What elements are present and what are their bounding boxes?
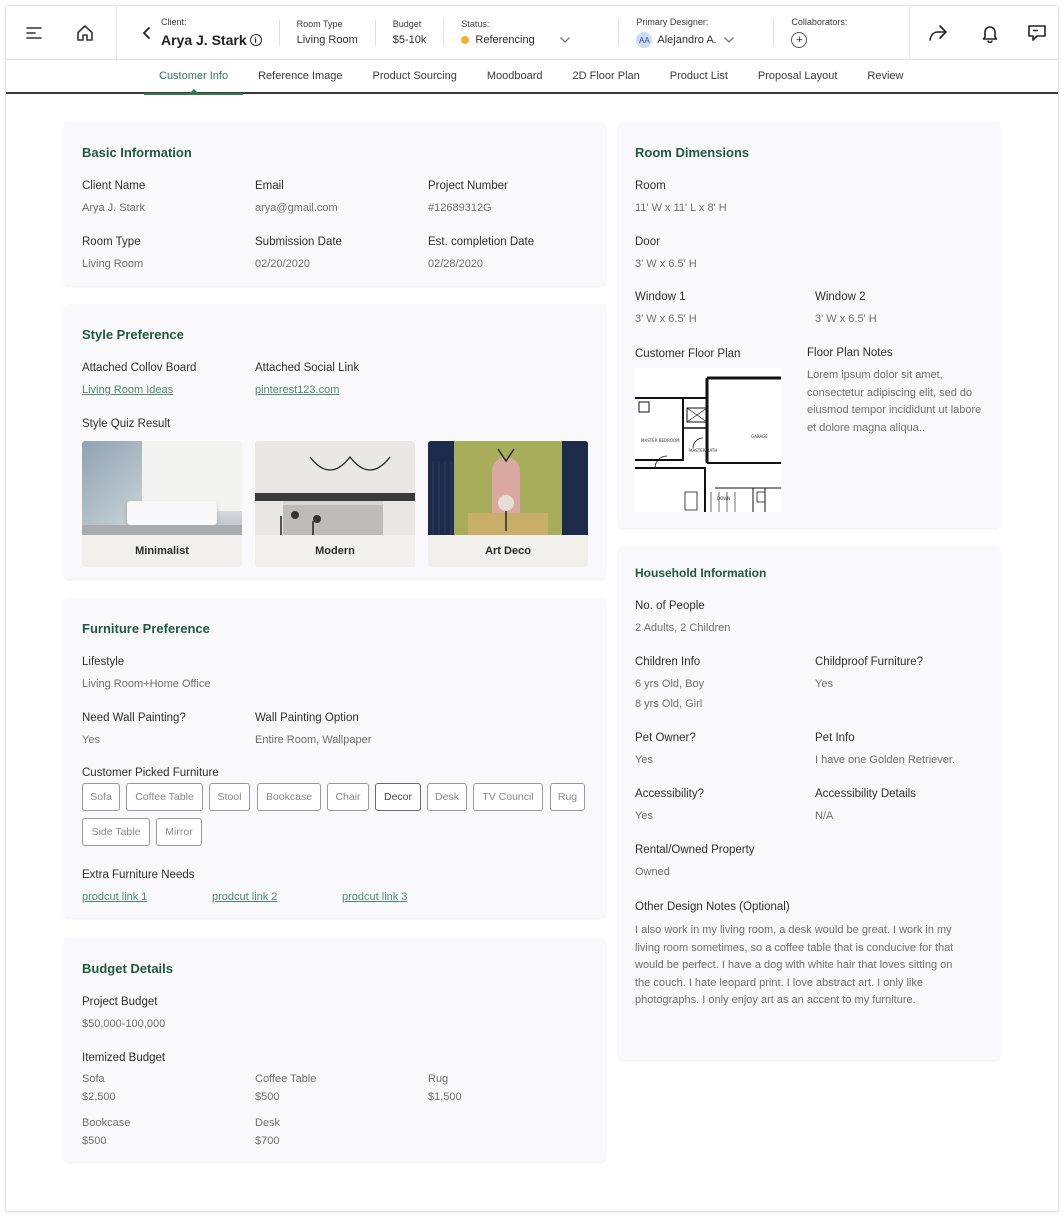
plan-label: MASTER BATH xyxy=(689,448,718,453)
wall-painting-label: Need Wall Painting? xyxy=(82,712,186,724)
social-link[interactable]: pinterest123.com xyxy=(255,384,340,396)
room-dimensions-card xyxy=(618,122,1000,528)
rental-value: Owned xyxy=(635,866,670,878)
project-budget-value: $50,000-100,000 xyxy=(82,1018,166,1030)
plan-label: DOWN xyxy=(717,496,731,501)
plan-label: GARAGE xyxy=(751,434,768,439)
header-actions xyxy=(909,6,1059,60)
furniture-chip-coffee-table[interactable]: Coffee Table xyxy=(126,783,203,811)
style-preference-card xyxy=(64,304,606,579)
tab-moodboard[interactable]: Moodboard xyxy=(486,70,543,82)
social-link-label: Attached Social Link xyxy=(255,362,360,374)
childproof-value: Yes xyxy=(815,678,833,690)
section-title: Basic Information xyxy=(82,145,192,160)
floor-plan-label: Customer Floor Plan xyxy=(635,348,741,360)
item-price: $700 xyxy=(255,1135,280,1147)
tab-2d-floor-plan[interactable]: 2D Floor Plan xyxy=(572,70,640,82)
divider xyxy=(279,20,280,46)
item-price: $1,500 xyxy=(428,1091,462,1103)
bell-icon xyxy=(981,23,999,43)
info-icon[interactable]: i xyxy=(250,34,262,46)
tab-reference-image[interactable]: Reference Image xyxy=(258,70,343,82)
add-collaborator-button[interactable]: + xyxy=(791,32,807,48)
children-info-value: 6 yrs Old, Boy xyxy=(635,678,705,690)
window-1-label: Window 1 xyxy=(635,291,686,303)
designer-label: Primary Designer: xyxy=(636,17,709,27)
back-button[interactable] xyxy=(137,26,157,40)
tab-customer-info[interactable]: Customer Info xyxy=(144,59,243,93)
budget-details-card xyxy=(64,938,606,1162)
avatar: AA xyxy=(636,32,652,48)
chevron-down-icon[interactable] xyxy=(559,36,571,44)
item-name: Bookcase xyxy=(82,1117,131,1129)
furniture-chip-sofa[interactable]: Sofa xyxy=(82,783,120,811)
tab-review[interactable]: Review xyxy=(867,70,904,82)
room-type-value: Living Room xyxy=(82,258,144,270)
tab-bar xyxy=(6,60,1059,94)
room-value: 11' W x 11' L x 8' H xyxy=(635,202,727,214)
section-title: Furniture Preference xyxy=(82,621,210,636)
messages-button[interactable] xyxy=(1013,6,1059,60)
item-name: Rug xyxy=(428,1073,449,1085)
submission-date-label: Submission Date xyxy=(255,236,342,248)
door-value: 3' W x 6.5' H xyxy=(635,258,697,270)
status-field[interactable] xyxy=(461,6,601,60)
modern-image xyxy=(255,441,415,535)
project-budget-label: Project Budget xyxy=(82,996,158,1008)
tab-proposal-layout[interactable]: Proposal Layout xyxy=(757,70,838,82)
designer-name: Alejandro A. xyxy=(657,34,717,46)
home-button[interactable] xyxy=(62,6,108,60)
style-caption: Minimalist xyxy=(82,535,242,567)
notifications-button[interactable] xyxy=(966,6,1013,60)
budget-field xyxy=(393,6,427,60)
children-info-label: Children Info xyxy=(635,656,701,668)
room-type-value: Living Room xyxy=(296,34,358,46)
furniture-preference-card xyxy=(64,598,606,918)
home-icon xyxy=(75,23,95,43)
floor-plan-image[interactable] xyxy=(635,368,781,512)
designer-field[interactable] xyxy=(636,6,756,60)
status-value: Referencing xyxy=(475,34,535,46)
style-result-minimalist[interactable] xyxy=(82,441,242,567)
lifestyle-value: Living Room+Home Office xyxy=(82,678,211,690)
rental-label: Rental/Owned Property xyxy=(635,844,755,856)
menu-button[interactable] xyxy=(6,6,62,60)
project-info xyxy=(117,6,847,60)
item-name: Desk xyxy=(255,1117,281,1129)
collov-board-label: Attached Collov Board xyxy=(82,362,197,374)
art-deco-image xyxy=(428,441,588,535)
budget-label: Budget xyxy=(392,19,422,29)
lifestyle-label: Lifestyle xyxy=(82,656,125,668)
window-1-value: 3' W x 6.5' H xyxy=(635,313,697,325)
divider xyxy=(375,20,376,46)
submission-date-value: 02/20/2020 xyxy=(255,258,311,270)
client-label: Client: xyxy=(161,17,187,27)
accessibility-details-value: N/A xyxy=(815,810,834,822)
furniture-chip-chair[interactable]: Chair xyxy=(327,783,369,811)
pet-owner-label: Pet Owner? xyxy=(635,732,696,744)
email-label: Email xyxy=(255,180,284,192)
pet-owner-value: Yes xyxy=(635,754,653,766)
product-link-3[interactable]: prodcut link 3 xyxy=(342,891,408,903)
floor-plan-notes: Lorem ipsum dolor sit amet, consectetur adipiscing elit, sed do eiusmod tempor incididunt ut labore et dolore magna aliqua.. xyxy=(807,369,982,434)
item-name: Coffee Table xyxy=(255,1073,317,1085)
divider xyxy=(618,20,619,46)
email-value: arya@gmail.com xyxy=(255,202,338,214)
door-label: Door xyxy=(635,236,660,248)
people-label: No. of People xyxy=(635,600,705,612)
furniture-chip-tv-council[interactable]: TV Council xyxy=(473,783,543,811)
window-2-value: 3' W x 6.5' H xyxy=(815,313,877,325)
furniture-chip-desk[interactable]: Desk xyxy=(427,783,467,811)
design-notes-label: Other Design Notes (Optional) xyxy=(635,901,790,913)
collaborators-label: Collaborators: xyxy=(791,17,848,27)
divider xyxy=(443,20,444,46)
collov-board-link[interactable]: Living Room Ideas xyxy=(82,384,174,396)
people-value: 2 Adults, 2 Children xyxy=(635,622,731,634)
project-number-value: #12689312G xyxy=(428,202,492,214)
chevron-down-icon[interactable] xyxy=(723,36,735,44)
furniture-chip-side-table[interactable]: Side Table xyxy=(82,818,150,846)
collaborators-field xyxy=(791,6,847,60)
wall-option-label: Wall Painting Option xyxy=(255,712,359,724)
tab-product-list[interactable]: Product List xyxy=(669,70,728,82)
wall-painting-value: Yes xyxy=(82,734,100,746)
window-2-label: Window 2 xyxy=(815,291,866,303)
basic-information-card xyxy=(64,122,606,286)
style-caption: Art Deco xyxy=(428,535,588,567)
plan-label: MASTER BEDROOM xyxy=(641,438,680,443)
status-label: Status: xyxy=(461,19,490,29)
accessibility-label: Accessibility? xyxy=(635,788,705,800)
project-number-label: Project Number xyxy=(428,180,508,192)
top-header xyxy=(6,6,1059,60)
scrollbar[interactable] xyxy=(1058,276,1059,340)
section-title: Room Dimensions xyxy=(635,145,750,160)
chevron-left-icon xyxy=(142,26,152,40)
room-type-field xyxy=(297,6,358,60)
app-window xyxy=(5,5,1059,1212)
itemized-budget-label: Itemized Budget xyxy=(82,1052,166,1064)
style-quiz-label: Style Quiz Result xyxy=(82,418,171,430)
budget-value: $5-10k xyxy=(392,34,427,46)
client-name-value: Arya J. Stark xyxy=(82,202,145,214)
chat-icon xyxy=(1027,24,1047,42)
minimalist-image xyxy=(82,441,242,535)
room-type-label: Room Type xyxy=(82,236,141,248)
accessibility-value: Yes xyxy=(635,810,653,822)
client-field xyxy=(161,6,262,60)
share-button[interactable] xyxy=(910,6,966,60)
room-type-label: Room Type xyxy=(296,19,343,29)
share-icon xyxy=(928,24,948,42)
furniture-chip-decor[interactable]: Decor xyxy=(375,783,421,811)
childproof-label: Childproof Furniture? xyxy=(815,656,924,668)
completion-date-label: Est. completion Date xyxy=(428,236,535,248)
product-link-2[interactable]: prodcut link 2 xyxy=(212,891,278,903)
style-result-art-deco[interactable] xyxy=(428,441,588,567)
item-price: $2,500 xyxy=(82,1091,116,1103)
menu-icon xyxy=(25,26,43,40)
divider xyxy=(773,20,774,46)
item-price: $500 xyxy=(82,1135,107,1147)
accessibility-details-label: Accessibility Details xyxy=(815,788,916,800)
client-name-label: Client Name xyxy=(82,180,146,192)
furniture-chip-rug[interactable]: Rug xyxy=(550,783,585,811)
children-info-value: 8 yrs Old, Girl xyxy=(635,698,703,710)
client-name: Arya J. Stark xyxy=(161,32,247,48)
item-name: Sofa xyxy=(82,1073,105,1085)
style-result-modern[interactable] xyxy=(255,441,415,567)
section-title: Budget Details xyxy=(82,961,174,976)
completion-date-value: 02/28/2020 xyxy=(428,258,484,270)
furniture-chip-mirror[interactable]: Mirror xyxy=(156,818,202,846)
design-notes: I also work in my living room, a desk would be great. I work in my living room sometimes, so a coffee table that is conducive for that would be perfect. I have a dog with white hair that loves sitting on the couch. I hate leopard print. I love abstract art. I only like photographs. I only enjoy art as an accent to my furniture. xyxy=(635,924,954,1006)
product-link-1[interactable]: prodcut link 1 xyxy=(82,891,148,903)
section-title: Style Preference xyxy=(82,327,184,342)
pet-info-label: Pet Info xyxy=(815,732,855,744)
furniture-chip-bookcase[interactable]: Bookcase xyxy=(257,783,321,811)
style-caption: Modern xyxy=(255,535,415,567)
tab-product-sourcing[interactable]: Product Sourcing xyxy=(372,70,457,82)
wall-option-value: Entire Room, Wallpaper xyxy=(255,734,372,746)
household-information-card xyxy=(618,546,1000,1060)
extra-furniture-label: Extra Furniture Needs xyxy=(82,869,195,881)
section-title: Household Information xyxy=(635,566,767,580)
picked-furniture-label: Customer Picked Furniture xyxy=(82,767,219,779)
furniture-chip-stool[interactable]: Stool xyxy=(209,783,250,811)
item-price: $500 xyxy=(255,1091,280,1103)
floor-plan-notes-label: Floor Plan Notes xyxy=(807,347,893,359)
status-dot xyxy=(461,36,469,44)
pet-info-value: I have one Golden Retriever. xyxy=(815,754,956,766)
room-label: Room xyxy=(635,180,666,192)
